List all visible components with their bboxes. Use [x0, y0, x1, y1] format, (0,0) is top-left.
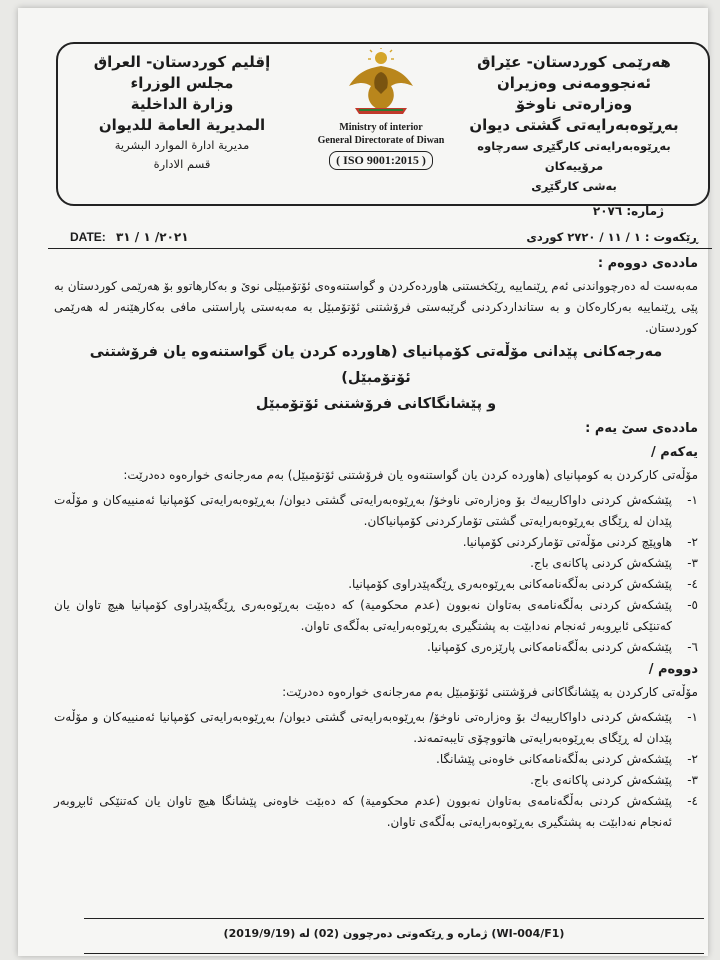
date-row [48, 228, 712, 249]
list-item: ١- پێشکەش کردنی داواکارییەك بۆ وەزارەتی ناوخۆ/ بەڕێوەبەرایەتی گشتی دیوان/ بەڕێوەبەرایەتی کۆمپانیا ئەمنییەکان و مۆڵەت پێدان لە ڕێگای بەڕێوەبەرایەتی هاتووچۆی تایبەتمەند. [54, 710, 698, 745]
kurdish-line-4: بەڕێوەبەرایەتی گشتی دیوان [469, 116, 679, 134]
list-item: ٢- هاوپێچ کردنی مۆڵەتی تۆمارکردنی کۆمپانیا. [462, 535, 698, 549]
kurdish-line-2: ئەنجوومەنی وەزیران [496, 74, 652, 92]
kurdish-line-1: هەرێمی کوردستان- عێراق [477, 53, 671, 71]
kurdish-line-3: وەزارەتی ناوخۆ [515, 95, 633, 113]
footer [84, 918, 704, 954]
footer-form-code: (WI-004/F1) ژمارە و ڕێکەوتی دەرچوون (02) لە (2019/9/19) [223, 927, 565, 940]
list-item: ٥- پێشکەش کردنی بەڵگەنامەی بەتاوان نەبوون (عدم محكومية) کە دەبێت بەڕێوەبەری ڕێگەپێدراوی کۆمپانیا هیچ تاوان یان کەتنێکی ئابڕوبەر ئەنجام نەدابێت بە پشتگیری بەڕێوەبەرایەتی بەڵگەی تاوان. [54, 598, 698, 633]
list-item: ٣- پێشکەش کردنی پاکانەی باج. [530, 773, 698, 787]
list-item: ٣- پێشکەش کردنی پاکانەی باج. [530, 556, 698, 570]
letterhead-arabic [72, 52, 292, 174]
date-kurdish: ڕێکەوت : ١ / ١١ / ٢٧٢٠ کوردی [526, 230, 698, 244]
list-item: ٦- پێشکەش کردنی بەڵگەنامەکانی پارێزەری کۆمپانیا. [427, 640, 698, 654]
document-page [18, 8, 708, 956]
kurdish-sub-1: بەڕێوەبەرایەتی کارگێڕی سەرچاوە مرۆییەکان [477, 139, 671, 173]
article-2-heading: ماددەی دووەم : [597, 256, 698, 271]
eagle-emblem-icon [341, 48, 421, 116]
ministry-english: Ministry of interior [339, 122, 423, 133]
arabic-line-3: وزارة الداخلية [130, 95, 234, 113]
first-heading: یەکەم / [650, 445, 698, 460]
iso-badge: ( ISO 9001:2015 ) [329, 151, 433, 170]
directorate-english: General Directorate of Diwan [317, 135, 445, 146]
arabic-line-4: المديرية العامة للديوان [98, 116, 266, 134]
letterhead-kurdish [454, 52, 694, 196]
list-item: ٤- پێشکەش کردنی بەڵگەنامەکانی بەڕێوەبەری ڕێگەپێدراوی کۆمپانیا. [348, 577, 698, 591]
arabic-sub-1: مديرية ادارة الموارد البشرية [114, 138, 250, 152]
first-intro: مۆڵەتی کارکردن بە کومپانیای (هاوردە کردن یان گواستنەوە یان فرۆشتنی ئۆتۆمبێل) بەم مەرجانەی خوارەوە دەدرێت: [123, 468, 698, 482]
article-2-text: مەبەست لە دەرچوواندنی ئەم ڕێنماییە ڕێکخستنی هاوردەکردن و گواستنەوەی ئۆتۆمبێلی نوێ و بەکارهاتوو بۆ هەرێمی کوردستان بە پێی ڕێنماییە بەرکارەکان و بە ستانداردکردنی گرێبەستی فرۆشتنی ئۆتۆمبێل بە مەبەستی پاراستنی ماڧی بەکارهێنەر لە هەرێمی کوردستان. [54, 279, 698, 335]
list-item: ١- پێشکەش کردنی داواکارییەك بۆ وەزارەتی ناوخۆ/ بەڕێوەبەرایەتی گشتی دیوان/ بەڕێوەبەرایەتی کۆمپانیا ئەمنییەکان و مۆڵەت پێدان لە ڕێگای بەڕێوەبەرایەتی گشتی تۆمارکردنی کۆمپانیاکان. [54, 493, 698, 528]
kurdish-sub-2: بەشی کارگێڕی [531, 179, 617, 193]
date-value: ٢٠٢١/ ١ / ٣١ [115, 230, 189, 244]
reference-number: ژمارە: ٢٠٧٦ [592, 204, 664, 218]
list-item: ٢- پێشکەش کردنی بەڵگەنامەکانی خاوەنی پێشانگا. [436, 752, 698, 766]
second-intro: مۆڵەتی کارکردن بە پێشانگاکانی فرۆشتنی ئۆتۆمبێل بەم مەرجانەی خوارەوە دەدرێت: [282, 685, 698, 699]
date-gregorian [70, 230, 189, 244]
article-3-heading: ماددەی سێ یەم : [585, 421, 698, 436]
section-title-line-2: و پێشانگاکانی فرۆشتنی ئۆتۆمبێل [255, 396, 497, 412]
first-conditions-list [54, 490, 698, 658]
document-body [54, 252, 698, 833]
arabic-sub-2: قسم الادارة [153, 157, 211, 171]
arabic-line-1: إقليم كوردستان- العراق [93, 53, 271, 71]
list-item: ٤- پێشکەش کردنی بەڵگەنامەی بەتاوان نەبوون (عدم محكومية) کە دەبێت خاوەنی پێشانگا هیچ تاوان یان کەتنێکی ئابڕوبەر ئەنجام نەدابێت بە پشتگیری بەڕێوەبەرایەتی بەڵگەی تاوان. [54, 794, 698, 829]
section-title-line-1: مەرجەکانی پێدانی مۆڵەتی کۆمپانیای (هاوردە کردن یان گواستنەوە یان فرۆشتنی ئۆتۆمبێل) [89, 344, 663, 386]
date-label: DATE: [70, 230, 106, 244]
second-heading: دووەم / [648, 662, 698, 677]
letterhead [56, 42, 710, 206]
letterhead-center [306, 48, 456, 170]
second-conditions-list [54, 707, 698, 833]
arabic-line-2: مجلس الوزراء [130, 74, 234, 92]
